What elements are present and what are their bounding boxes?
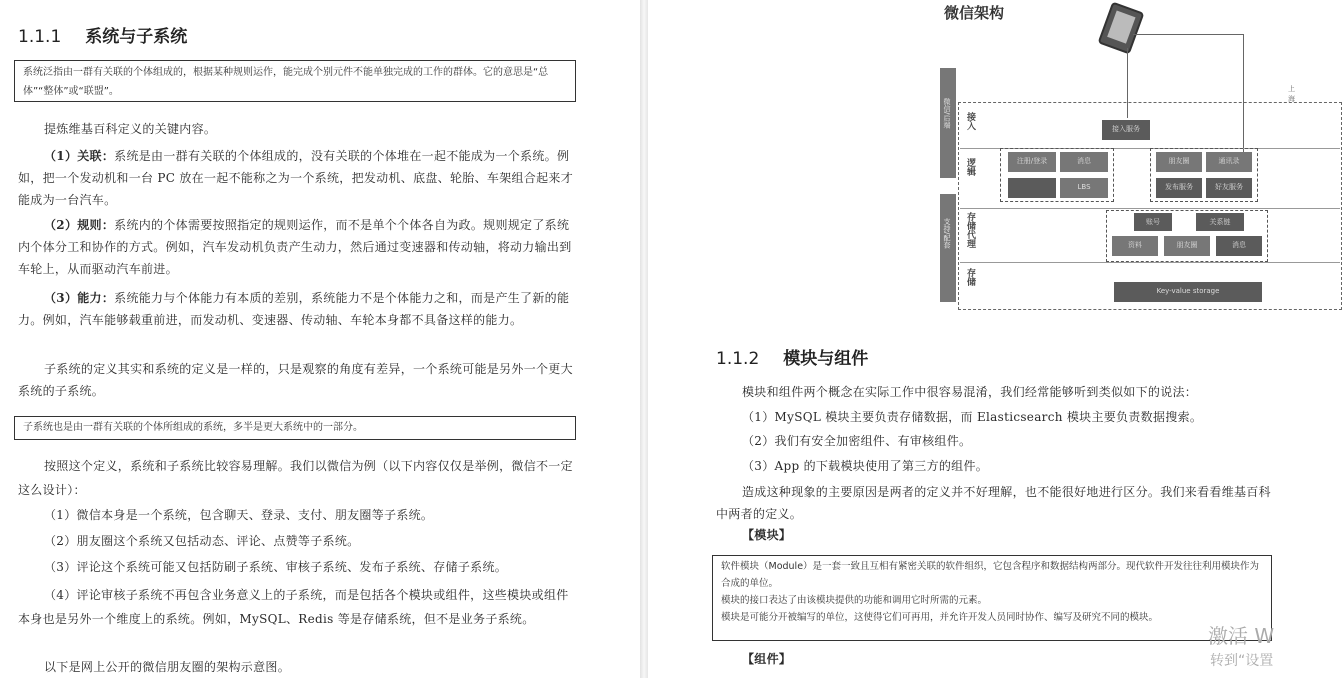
- list-item-4: （4）评论审核子系统不再包含业务意义上的子系统，而是包括各个模块或组件，这些模块或组件本身也是另外一个维度上的系统。例如，MySQL、Redis 等是存储系统，但不是业务子系统。: [18, 588, 569, 626]
- side-bar-top-label: 微信/后端: [943, 98, 951, 129]
- paragraph-rules: [18, 214, 578, 280]
- side-bar-top: [940, 68, 956, 178]
- section-heading-1-1-2: [716, 344, 868, 369]
- paragraph-relation: [18, 145, 578, 211]
- activation-watermark: 激活 W: [1208, 624, 1275, 648]
- proxy-box: 消息: [1216, 236, 1262, 256]
- diagram-title: 微信架构: [944, 4, 1005, 22]
- page-gutter: [640, 0, 648, 678]
- proxy-box: 账号: [1134, 213, 1172, 231]
- logic-box: 好友服务: [1206, 178, 1252, 198]
- layer-label-access: 接入: [965, 112, 975, 130]
- list-item-3: （3）App 的下载模块使用了第三方的组件。: [742, 459, 989, 473]
- proxy-box: 朋友圈: [1164, 236, 1210, 256]
- list-item-3: （3）评论这个系统可能又包括防刷子系统、审核子系统、发布子系统、存储子系统。: [44, 560, 508, 574]
- logic-box: 注册/登录: [1008, 152, 1056, 172]
- layer-label-storage: 存储: [965, 268, 975, 286]
- heading-title: 系统与子系统: [85, 27, 188, 47]
- left-page: [0, 0, 640, 678]
- list-item-2: （2）朋友圈这个系统又包括动态、评论、点赞等子系统。: [44, 534, 360, 548]
- module-definition-line: 软件模块（Module）是一套一致且互相有紧密关联的软件组织，它包含程序和数据结构两部分。现代软件开发往往利用模块作为合成的单位。: [721, 561, 1260, 589]
- heading-number: 1.1.2: [716, 349, 760, 369]
- logic-box: 朋友圈: [1156, 152, 1202, 172]
- right-page: [648, 0, 1295, 678]
- connector-line: [1133, 34, 1243, 35]
- label-capability: （3）能力：: [44, 291, 115, 305]
- text-relation: 系统是由一群有关联的个体组成的，没有关联的个体堆在一起不能成为一个系统。例如，把一个发动机和一台 PC 放在一起不能称之为一个系统，把发动机、底盘、轮胎、车架组合起来才能成为一台汽车。: [18, 149, 573, 207]
- definition-text-subsystem: 子系统也是由一群有关联的个体所组成的系统，多半是更大系统中的一部分。: [23, 422, 363, 433]
- section-heading-1-1-1: [18, 22, 187, 47]
- paragraph-confusion: 模块和组件两个概念在实际工作中很容易混淆，我们经常能够听到类似如下的说法：: [742, 385, 1198, 399]
- wechat-architecture-diagram: [788, 0, 1295, 320]
- layer-divider: [960, 208, 1340, 209]
- component-label: 【组件】: [742, 652, 792, 666]
- logic-box: 消息: [1060, 152, 1108, 172]
- side-bar-bottom: [940, 194, 956, 302]
- text-capability: 系统能力与个体能力有本质的差别，系统能力不是个体能力之和，而是产生了新的能力。例如，汽车能够载重前进，而发动机、变速器、传动轴、车轮本身都不具备这样的能力。: [18, 291, 570, 327]
- layer-divider: [960, 262, 1340, 263]
- label-rules: （2）规则：: [44, 218, 115, 232]
- paragraph-reason: 造成这种现象的主要原因是两者的定义并不好理解，也不能很好地进行区分。我们来看看维基百科中两者的定义。: [716, 485, 1271, 521]
- paragraph-capability: [18, 287, 578, 331]
- logic-box: 通讯录: [1206, 152, 1252, 172]
- definition-box-subsystem: [14, 416, 576, 440]
- heading-title: 模块与组件: [783, 349, 869, 369]
- definition-box-system: [14, 60, 576, 102]
- module-definition-line: 模块的接口表达了由该模块提供的功能和调用它时所需的元素。: [721, 595, 988, 606]
- diagram-note: 上海: [1288, 85, 1295, 103]
- side-bar-bottom-label: 支持/配套: [943, 218, 951, 249]
- activation-watermark-sub: 转到“设置: [1210, 653, 1274, 669]
- paragraph-example: 按照这个定义，系统和子系统比较容易理解。我们以微信为例（以下内容仅仅是举例，微信不一定这么设计）：: [18, 459, 573, 497]
- module-definition-line: 模块是可能分开被编写的单位，这使得它们可再用，并允许开发人员同时协作、编写及研究不同的模块。: [721, 612, 1159, 623]
- list-item-1: （1）微信本身是一个系统，包含聊天、登录、支付、朋友圈等子系统。: [44, 508, 434, 522]
- closing-paragraph: 以下是网上公开的微信朋友圈的架构示意图。: [44, 660, 291, 674]
- proxy-box: 资料: [1112, 236, 1158, 256]
- layer-label-proxy: 存储代理: [965, 212, 975, 248]
- module-label: 【模块】: [742, 528, 792, 542]
- proxy-box: 关系链: [1196, 213, 1244, 231]
- definition-text: 系统泛指由一群有关联的个体组成的，根据某种规则运作，能完成个别元件不能单独完成的工作的群体。它的意思是“总体”“整体”或“联盟”。: [23, 67, 549, 97]
- text-rules: 系统内的个体需要按照指定的规则运作，而不是单个个体各自为政。规则规定了系统内个体分工和协作的方式。例如，汽车发动机负责产生动力，然后通过变速器和传动轴，将动力输出到车轮上，从而驱动汽车前进。: [18, 218, 572, 276]
- logic-box: 发布服务: [1156, 178, 1202, 198]
- intro-paragraph: 提炼维基百科定义的关键内容。: [44, 122, 217, 136]
- definition-box-module: [712, 555, 1272, 641]
- label-relation: （1）关联：: [44, 149, 115, 163]
- heading-number: 1.1.1: [18, 27, 62, 47]
- layer-label-logic: 逻辑: [965, 158, 975, 176]
- access-service-box: 接入服务: [1102, 120, 1150, 140]
- logic-box: [1008, 178, 1056, 198]
- list-item-1: （1）MySQL 模块主要负责存储数据，而 Elasticsearch 模块主要负责数据搜索。: [742, 410, 1203, 424]
- logic-box: LBS: [1060, 178, 1108, 198]
- paragraph-subsystem: 子系统的定义其实和系统的定义是一样的，只是观察的角度有差异，一个系统可能是另外一个更大系统的子系统。: [18, 362, 573, 398]
- architecture-outer-frame: [958, 102, 1342, 310]
- kv-storage-box: Key-value storage: [1114, 282, 1262, 302]
- phone-icon: [1098, 2, 1145, 55]
- list-item-2: （2）我们有安全加密组件、有审核组件。: [742, 434, 972, 448]
